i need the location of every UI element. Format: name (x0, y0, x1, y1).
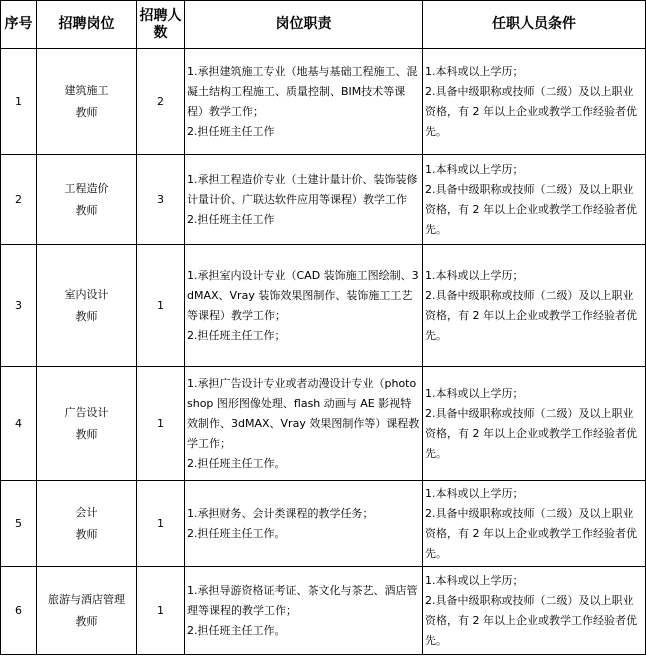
header-position: 招聘岗位 (37, 1, 137, 49)
position-role: 教师 (75, 527, 98, 541)
row-position (37, 49, 137, 155)
row-index: 3 (1, 245, 37, 367)
row-requirements (423, 155, 646, 245)
requirement-item: 2.具备中级职称或技师（二级）及以上职业资格，有 2 年以上企业或教学工作经验者优先。 (425, 593, 637, 647)
table-row (1, 245, 646, 367)
position-role: 教师 (75, 203, 98, 217)
duty-item: 2.担任班主任工作； (187, 328, 286, 342)
row-requirements (423, 567, 646, 655)
row-requirements (423, 367, 646, 481)
requirement-item: 1.本科或以上学历； (425, 64, 524, 78)
header-count: 招聘人数 (137, 1, 185, 49)
requirement-item: 2.具备中级职称或技师（二级）及以上职业资格，有 2 年以上企业或教学工作经验者优先。 (425, 84, 637, 138)
row-duties (185, 245, 423, 367)
header-duties: 岗位职责 (185, 1, 423, 49)
row-index: 2 (1, 155, 37, 245)
position-name: 会计 (75, 505, 98, 519)
row-count: 3 (137, 155, 185, 245)
row-duties (185, 367, 423, 481)
requirement-item: 2.具备中级职称或技师（二级）及以上职业资格，有 2 年以上企业或教学工作经验者优先。 (425, 288, 637, 342)
requirement-item: 1.本科或以上学历； (425, 268, 524, 282)
table-row (1, 367, 646, 481)
duty-item: 2.担任班主任工作 (187, 212, 275, 226)
row-position (37, 567, 137, 655)
position-role: 教师 (75, 309, 98, 323)
duty-item: 2.担任班主任工作。 (187, 526, 286, 540)
requirement-item: 2.具备中级职称或技师（二级）及以上职业资格，有 2 年以上企业或教学工作经验者优先。 (425, 182, 637, 236)
row-count: 2 (137, 49, 185, 155)
position-role: 教师 (75, 105, 98, 119)
row-position (37, 245, 137, 367)
position-role: 教师 (75, 614, 98, 628)
duty-item: 2.担任班主任工作 (187, 124, 275, 138)
row-count: 1 (137, 567, 185, 655)
position-name: 工程造价 (64, 181, 109, 195)
row-duties (185, 155, 423, 245)
table-row (1, 567, 646, 655)
duty-item: 1.承担室内设计专业（CAD 装饰施工图绘制、3dMAX、Vray 装饰效果图制作、装饰施工工艺等课程）教学工作； (187, 268, 419, 322)
row-requirements (423, 245, 646, 367)
table-row (1, 155, 646, 245)
row-count: 1 (137, 245, 185, 367)
row-requirements (423, 49, 646, 155)
row-count: 1 (137, 481, 185, 567)
requirement-item: 1.本科或以上学历； (425, 573, 524, 587)
row-position (37, 481, 137, 567)
requirement-item: 2.具备中级职称或技师（二级）及以上职业资格，有 2 年以上企业或教学工作经验者优先。 (425, 506, 637, 560)
row-position (37, 367, 137, 481)
duty-item: 2.担任班主任工作。 (187, 456, 286, 470)
row-requirements (423, 481, 646, 567)
duty-item: 1.承担导游资格证考证、茶文化与茶艺、酒店管理等课程的教学工作； (187, 583, 418, 617)
position-role: 教师 (75, 427, 98, 441)
header-requirements: 任职人员条件 (423, 1, 646, 49)
requirement-item: 1.本科或以上学历； (425, 162, 524, 176)
row-index: 1 (1, 49, 37, 155)
header-row (1, 1, 646, 49)
header-index: 序号 (1, 1, 37, 49)
requirement-item: 2.具备中级职称或技师（二级）及以上职业资格，有 2 年以上企业或教学工作经验者优先。 (425, 406, 637, 460)
duty-item: 1.承担广告设计专业或者动漫设计专业（photoshop 图形图像处理、flash 动画与 AE 影视特效制作、3dMAX、Vray 效果图制作等）课程教学工作； (187, 376, 420, 450)
row-position (37, 155, 137, 245)
duty-item: 1.承担建筑施工专业（地基与基础工程施工、混凝土结构工程施工、质量控制、BIM技术等课程）教学工作； (187, 64, 418, 118)
position-name: 建筑施工 (64, 83, 109, 97)
position-name: 旅游与酒店管理 (48, 592, 125, 606)
row-duties (185, 481, 423, 567)
row-count: 1 (137, 367, 185, 481)
duty-item: 1.承担工程造价专业（土建计量计价、装饰装修计量计价、广联达软件应用等课程）教学工作 (187, 172, 418, 206)
duty-item: 1.承担财务、会计类课程的教学任务； (187, 506, 374, 520)
table-row (1, 481, 646, 567)
requirement-item: 1.本科或以上学历； (425, 386, 524, 400)
position-name: 广告设计 (64, 405, 109, 419)
requirement-item: 1.本科或以上学历； (425, 486, 524, 500)
row-index: 4 (1, 367, 37, 481)
row-duties (185, 567, 423, 655)
row-index: 6 (1, 567, 37, 655)
table-row (1, 49, 646, 155)
row-index: 5 (1, 481, 37, 567)
row-duties (185, 49, 423, 155)
position-name: 室内设计 (64, 287, 109, 301)
duty-item: 2.担任班主任工作。 (187, 623, 286, 637)
